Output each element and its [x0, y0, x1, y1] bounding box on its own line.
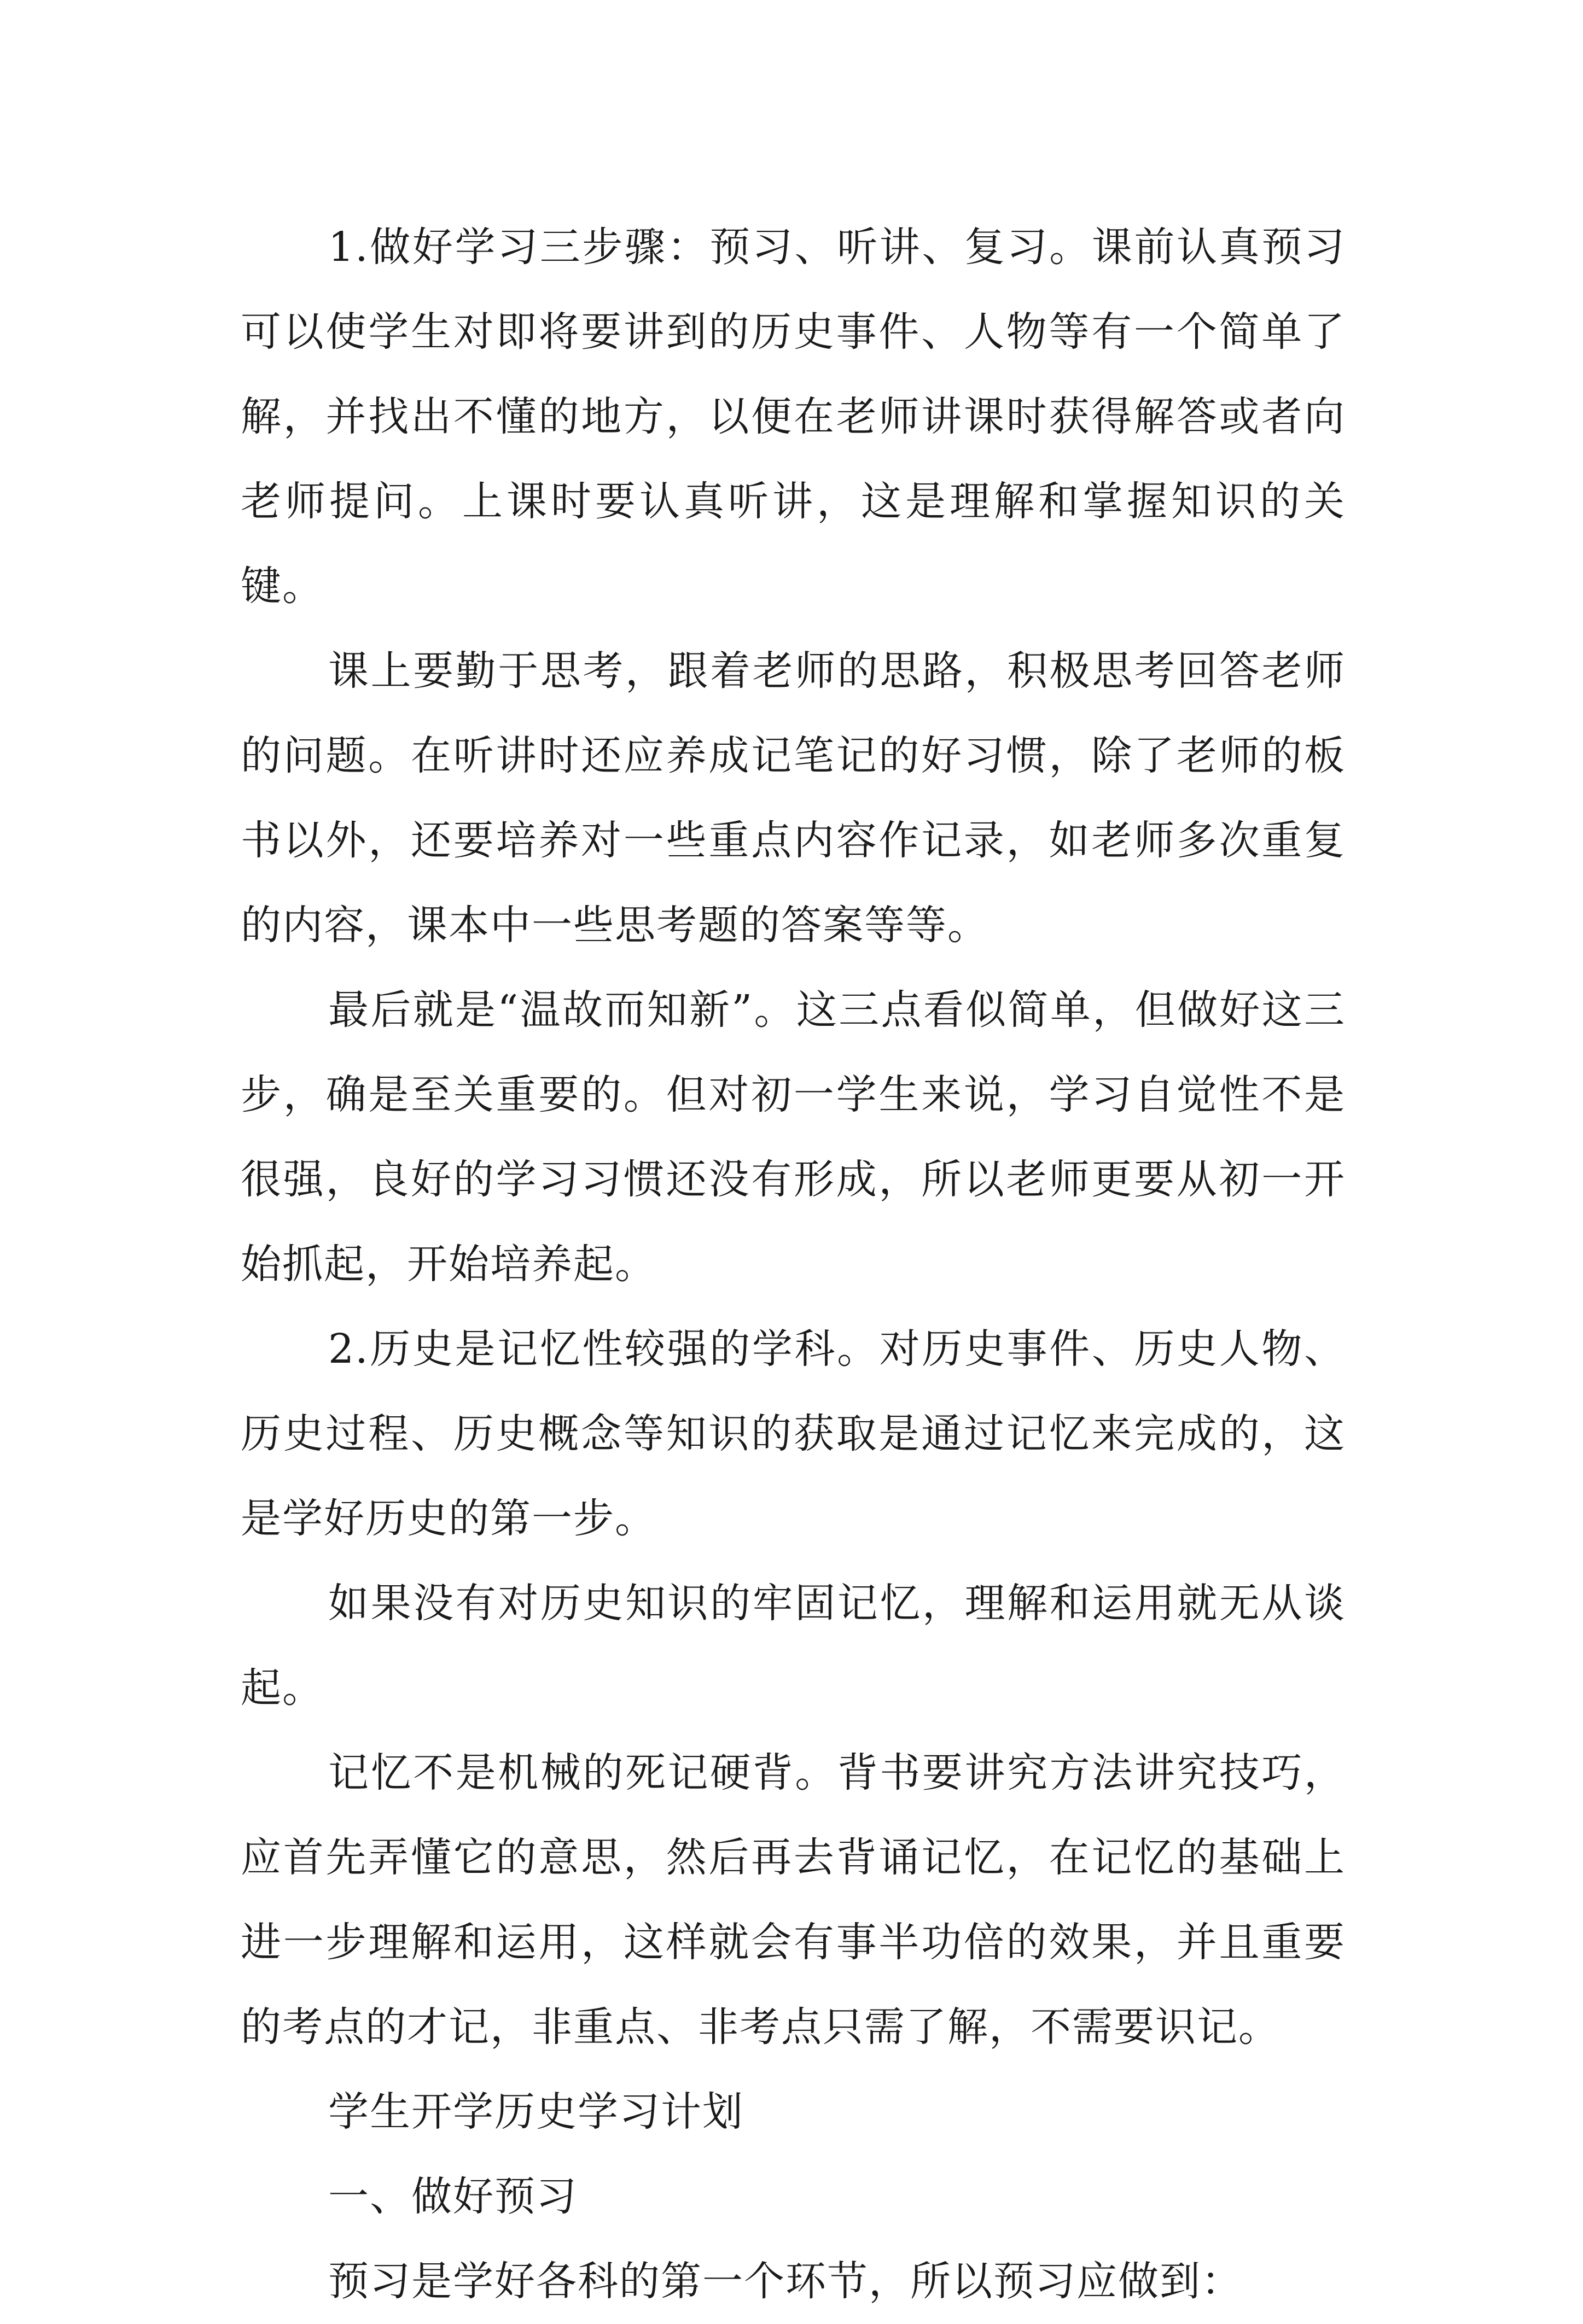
section-title-study-plan: 学生开学历史学习计划: [328, 2088, 744, 2135]
paragraph-memory-method: 记忆不是机械的死记硬背。背书要讲究方法讲究技巧，应首先弄懂它的意思，然后再去背诵记忆，在记忆的基础上进一步理解和运用，这样就会有事半功倍的效果，并且重要的考点的才记，非重点、非考点只需了解，不需要识记。: [241, 1749, 1346, 2051]
paragraph-think-in-class: 课上要勤于思考，跟着老师的思路，积极思考回答老师的问题。在听讲时还应养成记笔记的好习惯，除了老师的板书以外，还要培养对一些重点内容作记录，如老师多次重复的内容，课本中一些思考题的答案等等。: [241, 647, 1346, 949]
paragraph-solid-memory: 如果没有对历史知识的牢固记忆，理解和运用就无从谈起。: [241, 1580, 1346, 1712]
section-heading-preview: 一、做好预习: [328, 2173, 578, 2220]
paragraph-preview-intro: 预习是学好各科的第一个环节，所以预习应做到：: [328, 2258, 1243, 2305]
paragraph-step-one: 1.做好学习三步骤：预习、听讲、复习。课前认真预习可以使学生对即将要讲到的历史事件、人物等有一个简单了解，并找出不懂的地方，以便在老师讲课时获得解答或者向老师提问。上课时要认真听讲，这是理解和掌握知识的关键。: [241, 224, 1346, 610]
document-body: [241, 205, 1346, 2324]
paragraph-memory-subject: 2.历史是记忆性较强的学科。对历史事件、历史人物、历史过程、历史概念等知识的获取是通过记忆来完成的，这是学好历史的第一步。: [241, 1326, 1346, 1542]
paragraph-review: 最后就是“温故而知新”。这三点看似简单，但做好这三步，确是至关重要的。但对初一学生来说，学习自觉性不是很强，良好的学习习惯还没有形成，所以老师更要从初一开始抓起，开始培养起。: [241, 986, 1346, 1288]
